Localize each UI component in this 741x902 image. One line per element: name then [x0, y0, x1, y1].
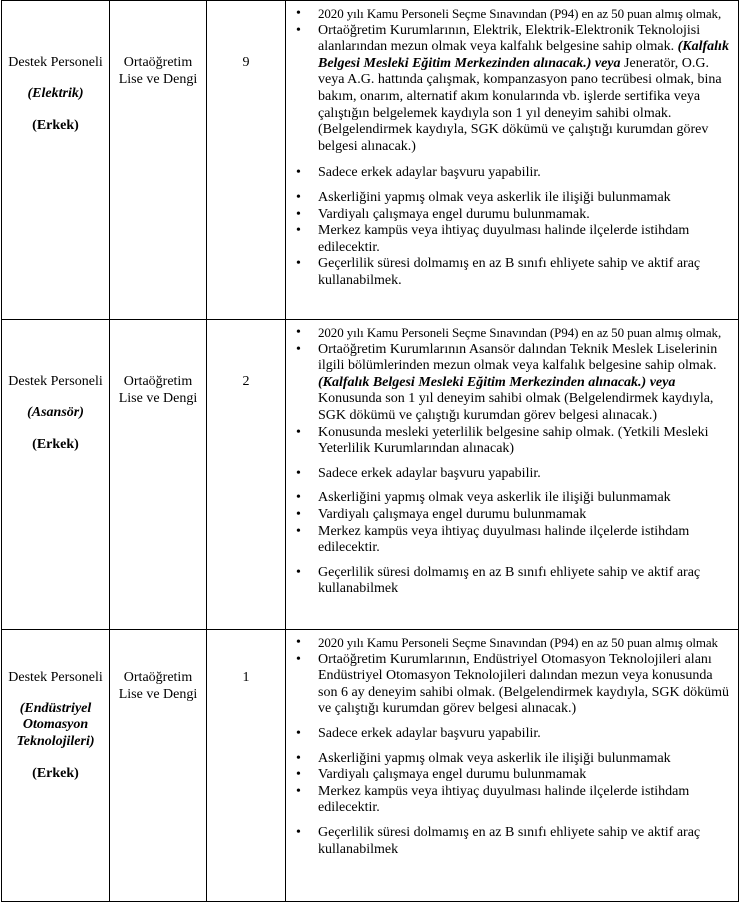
requirement-text: Konusunda son 1 yıl deneyim sahibi olmak (Belgelendirmek kaydıyla, SGK dökümü ve çalıştığı kurumdan görev belgesi alınacak.) [318, 391, 714, 423]
count-value: 2 [242, 374, 250, 389]
position-cell [2, 1, 110, 320]
count-cell [207, 630, 286, 902]
list-item: • Askerliğini yapmış olmak veya askerlik ile ilişiği bulunmamak [294, 190, 732, 207]
requirement-text: Ortaöğretim Kurumlarının, Elektrik, Elektrik-Elektronik Teknolojisi alanlarından mezun olmak veya kalfalık belgesine sahip olmak. [318, 22, 701, 55]
education-cell [110, 1, 207, 320]
list-item: • Merkez kampüs veya ihtiyaç duyulması halinde ilçelerde istihdam edilecektir. [294, 524, 732, 557]
table-row [2, 320, 739, 630]
list-item: • Vardiyalı çalışmaya engel durumu bulunmamak. [294, 207, 732, 224]
gender-label: (Erkek) [32, 437, 79, 453]
position-title: Destek Personeli [8, 670, 103, 685]
list-item: • Merkez kampüs veya ihtiyaç duyulması halinde ilçelerde istihdam edilecektir. [294, 223, 732, 256]
list-item: • Askerliğini yapmış olmak veya askerlik ile ilişiği bulunmamak [294, 751, 732, 768]
count-cell [207, 1, 286, 320]
list-item: • Askerliğini yapmış olmak veya askerlik ile ilişiği bulunmamak [294, 490, 732, 507]
list-item: • 2020 yılı Kamu Personeli Seçme Sınavından (P94) en az 50 puan almış olmak, [294, 6, 732, 23]
requirement-emphasis: (Kalfalık Belgesi Mesleki Eğitim Merkezinden alınacak.) veya [318, 39, 729, 71]
table-row [2, 630, 739, 902]
requirements-cell [286, 320, 739, 630]
list-item: • 2020 yılı Kamu Personeli Seçme Sınavından (P94) en az 50 puan almış olmak, [294, 325, 732, 342]
requirements-cell [286, 1, 739, 320]
list-item: • Geçerlilik süresi dolmamış en az B sınıfı ehliyete sahip ve aktif araç kullanabilmek [294, 565, 732, 598]
list-item: • Geçerlilik süresi dolmamış en az B sınıfı ehliyete sahip ve aktif araç kullanabilmek. [294, 256, 732, 289]
list-item [294, 342, 732, 425]
gender-label: (Erkek) [32, 766, 79, 782]
list-item: • Sadece erkek adaylar başvuru yapabilir. [294, 466, 732, 483]
count-cell [207, 320, 286, 630]
positions-table [1, 0, 739, 902]
requirement-text: Jeneratör, O.G. veya A.G. hattında çalışmak, kompanzasyon pano tecrübesi olmak, bina bakım, onarım, alternatif akım konularında vb. işlerde sertifika veya çalıştığın belgelemek kaydıyla son 1 yıl deneyim sahibi olmak. (Belgelendirmek kaydıyla, SGK dökümü ve çalıştığı kurumdan görev belgesi alınacak.) [318, 55, 722, 154]
specialty-label: (Elektrik) [27, 85, 84, 101]
list-item: • 2020 yılı Kamu Personeli Seçme Sınavından (P94) en az 50 puan almış olmak [294, 635, 732, 652]
count-value: 1 [242, 670, 250, 685]
position-cell [2, 320, 110, 630]
requirement-emphasis: (Kalfalık Belgesi Mesleki Eğitim Merkezinden alınacak.) veya [318, 374, 676, 390]
list-item: • Ortaöğretim Kurumlarının, Endüstriyel Otomasyon Teknolojileri alanı Endüstriyel Otomasyon Teknolojileri dalından mezun veya konusunda son 6 ay deneyim sahibi olmak. (Belgelendirmek kaydıyla, SGK dökümü ve çalıştığı kurumdan görev belgesi alınacak.) [294, 652, 732, 718]
education-text: Ortaöğretim Lise ve Dengi [118, 374, 198, 406]
list-item [294, 23, 732, 156]
education-text: Ortaöğretim Lise ve Dengi [118, 55, 198, 87]
requirements-list [294, 6, 732, 290]
education-text: Ortaöğretim Lise ve Dengi [118, 670, 198, 702]
requirements-list [294, 635, 732, 858]
position-title: Destek Personeli [8, 55, 103, 70]
education-cell [110, 630, 207, 902]
position-cell [2, 630, 110, 902]
list-item: • Sadece erkek adaylar başvuru yapabilir. [294, 726, 732, 743]
list-item: • Konusunda mesleki yeterlilik belgesine sahip olmak. (Yetkili Mesleki Yeterlilik Kurumlarından alınacak) [294, 425, 732, 458]
specialty-label: (Asansör) [27, 404, 84, 420]
list-item: • Vardiyalı çalışmaya engel durumu bulunmamak [294, 767, 732, 784]
position-title: Destek Personeli [8, 374, 103, 389]
gender-label: (Erkek) [32, 118, 79, 134]
list-item: • Merkez kampüs veya ihtiyaç duyulması halinde ilçelerde istihdam edilecektir. [294, 784, 732, 817]
requirements-list [294, 325, 732, 598]
list-item: • Geçerlilik süresi dolmamış en az B sınıfı ehliyete sahip ve aktif araç kullanabilmek [294, 825, 732, 858]
count-value: 9 [242, 55, 250, 70]
requirements-cell [286, 630, 739, 902]
education-cell [110, 320, 207, 630]
list-item: • Sadece erkek adaylar başvuru yapabilir. [294, 165, 732, 182]
table-row [2, 1, 739, 320]
requirement-text: Ortaöğretim Kurumlarının Asansör dalından Teknik Meslek Liselerinin ilgili bölümlerinden mezun olmak veya kalfalık belgesine sahip olmak. [318, 341, 718, 374]
specialty-label: (Endüstriyel Otomasyon Teknolojileri) [16, 700, 95, 749]
list-item: • Vardiyalı çalışmaya engel durumu bulunmamak [294, 507, 732, 524]
